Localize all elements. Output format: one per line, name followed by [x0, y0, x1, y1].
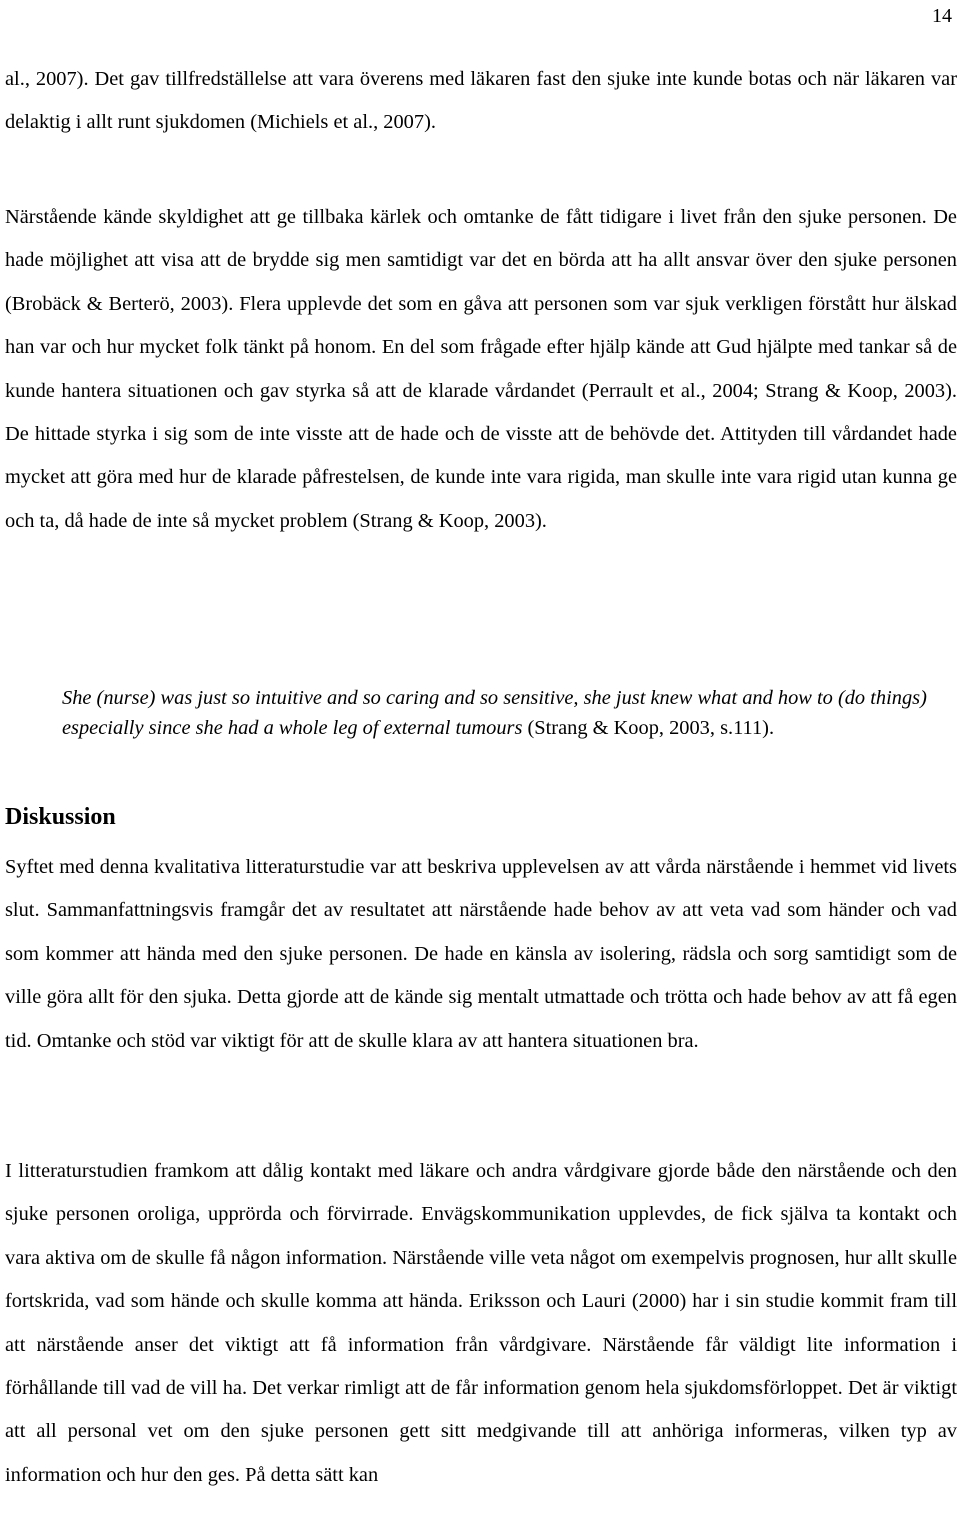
- section-heading-diskussion: Diskussion: [5, 804, 116, 830]
- quote-citation: (Strang & Koop, 2003, s.111).: [522, 716, 775, 739]
- discussion-paragraph-2: I litteraturstudien framkom att dålig kontakt med läkare och andra vårdgivare gjorde både den närstående och den sjuke personen oroliga, upprörda och förvirrade. Envägskommunikation upplevdes, de fick själva ta kontakt och vara aktiva om de skulle få någon information. Närstående ville veta något om exempelvis prognosen, hur allt skulle fortskrida, vad som hände och skulle komma att hända. Eriksson och Lauri (2000) har i sin studie kommit fram till att närstående anser det viktigt att få information från vårdgivare. Närstående får väldigt lite information i förhållande till vad de vill ha. Det verkar rimligt att de får information genom hela sjukdomsförloppet. Det är viktigt att all personal vet om den sjuke personen gett sitt medgivande till att anhöriga informeras, vilken typ av information och hur den ges. På detta sätt kan: [5, 1160, 957, 1486]
- results-paragraph-2: Närstående kände skyldighet att ge tillbaka kärlek och omtanke de fått tidigare i livet från den sjuke personen. De hade möjlighet att visa att de brydde sig men samtidigt var det en börda att ha allt ansvar över den sjuke personen (Brobäck & Berterö, 2003). Flera upplevde det som en gåva att personen som var sjuk verkligen förstått hur älskad han var och hur mycket folk tänkt på honom. En del som frågade efter hjälp kände att Gud hjälpte med tankar så de kunde hantera situationen och gav styrka så att de klarade vårdandet (Perrault et al., 2004; Strang & Koop, 2003). De hittade styrka i sig som de inte visste att de hade och de visste att de behövde det. Attityden till vårdandet hade mycket att göra med hur de klarade påfrestelsen, de kunde inte vara rigida, man skulle inte vara rigid utan kunna ge och ta, då hade de inte så mycket problem (Strang & Koop, 2003).: [5, 206, 957, 532]
- discussion-paragraph-1: Syftet med denna kvalitativa litteraturstudie var att beskriva upplevelsen av att vårda närstående i hemmet vid livets slut. Sammanfattningsvis framgår det av resultatet att närstående hade behov av att veta vad som händer och vad som kommer att hända med den sjuke personen. De hade en känsla av isolering, rädsla och sorg samtidigt som de ville göra allt för den sjuka. Detta gjorde att de kände sig mentalt utmattade och trötta och hade behov av att få egen tid. Omtanke och stöd var viktigt för att de skulle klara av att hantera situationen bra.: [5, 856, 957, 1052]
- block-quote: [62, 684, 950, 743]
- quote-text: She (nurse) was just so intuitive and so caring and so sensitive, she just knew what and how to (do things) especially since she had a whole leg of external tumours: [62, 687, 927, 739]
- page-number: 14: [932, 5, 952, 27]
- results-paragraph-1: al., 2007). Det gav tillfredställelse att vara överens med läkaren fast den sjuke inte kunde botas och när läkaren var delaktig i allt runt sjukdomen (Michiels et al., 2007).: [5, 68, 957, 134]
